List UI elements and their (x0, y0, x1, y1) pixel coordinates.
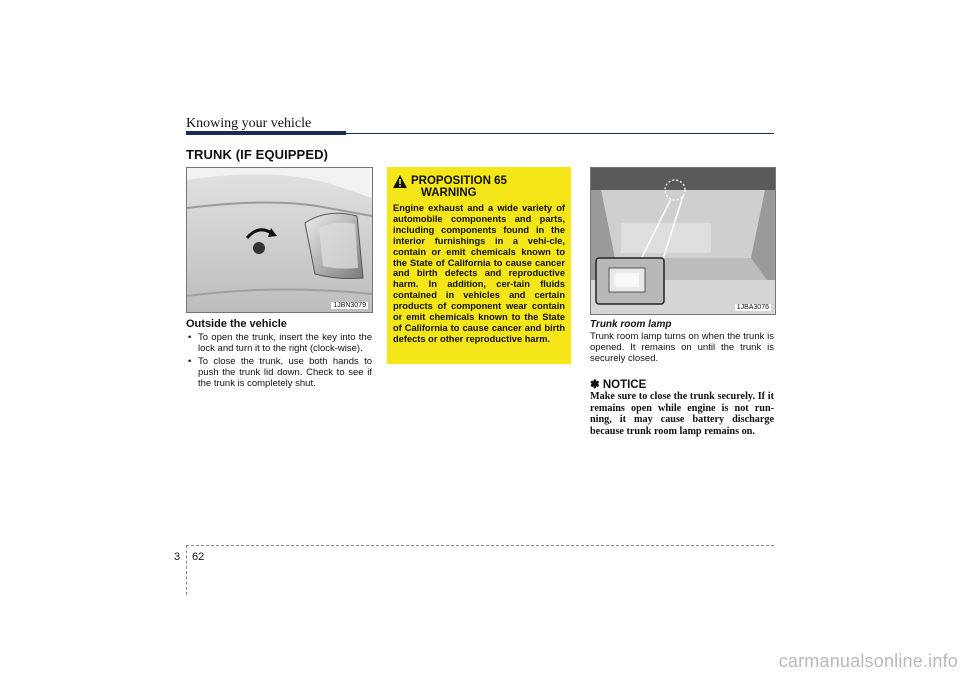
outside-vehicle-heading: Outside the vehicle (186, 318, 287, 330)
instruction-list (186, 332, 372, 391)
warning-triangle-icon (393, 175, 407, 188)
list-item: • To close the trunk, use both hands to push the trunk lid down. Check to see if the trunk is completely shut. (186, 356, 372, 389)
footer-rule (186, 545, 774, 546)
trunk-interior-illustration (591, 168, 775, 314)
notice-title: ✽ NOTICE (590, 379, 647, 391)
section-title: TRUNK (IF EQUIPPED) (186, 147, 329, 162)
warning-title: PROPOSITION 65 WARNING (411, 175, 507, 199)
page-number: 62 (192, 551, 205, 563)
list-item: • To open the trunk, insert the key into the lock and turn it to the right (clock-wise). (186, 332, 372, 354)
trunk-exterior-photo (186, 167, 373, 313)
photo-code: 1JBA3076 (736, 304, 769, 311)
chapter-title: Knowing your vehicle (186, 116, 312, 131)
page-divider (186, 545, 187, 595)
trunk-room-lamp-heading: Trunk room lamp (590, 319, 672, 330)
trunk-exterior-illustration (187, 168, 372, 312)
header-rule (346, 133, 774, 134)
trunk-interior-photo (590, 167, 776, 315)
watermark: carmanualsonline.info (778, 651, 958, 671)
chapter-number: 3 (174, 551, 181, 563)
proposition-65-warning (387, 167, 571, 364)
header-bar (186, 131, 346, 135)
notice-text: Make sure to close the trunk securely. If it remains open while engine is not run-ning, it may cause battery discharge because trunk room lamp remains on. (590, 391, 774, 437)
warning-body: Engine exhaust and a wide variety of automobile components and parts, including components found in the interior furnishings in a vehi-cle, contain or emit chemicals known to the State of California to cause cancer and birth defects and reproductive harm. In addition, cer-tain fluids contained in vehicles and certain products of component wear contain or emit chemicals known to the State of California to cause cancer and birth defects or other reproductive harm. (393, 203, 565, 344)
trunk-room-lamp-text: Trunk room lamp turns on when the trunk is opened. It remains on until the trunk is securely closed. (590, 331, 774, 364)
photo-code: 1JBN3079 (333, 302, 366, 309)
